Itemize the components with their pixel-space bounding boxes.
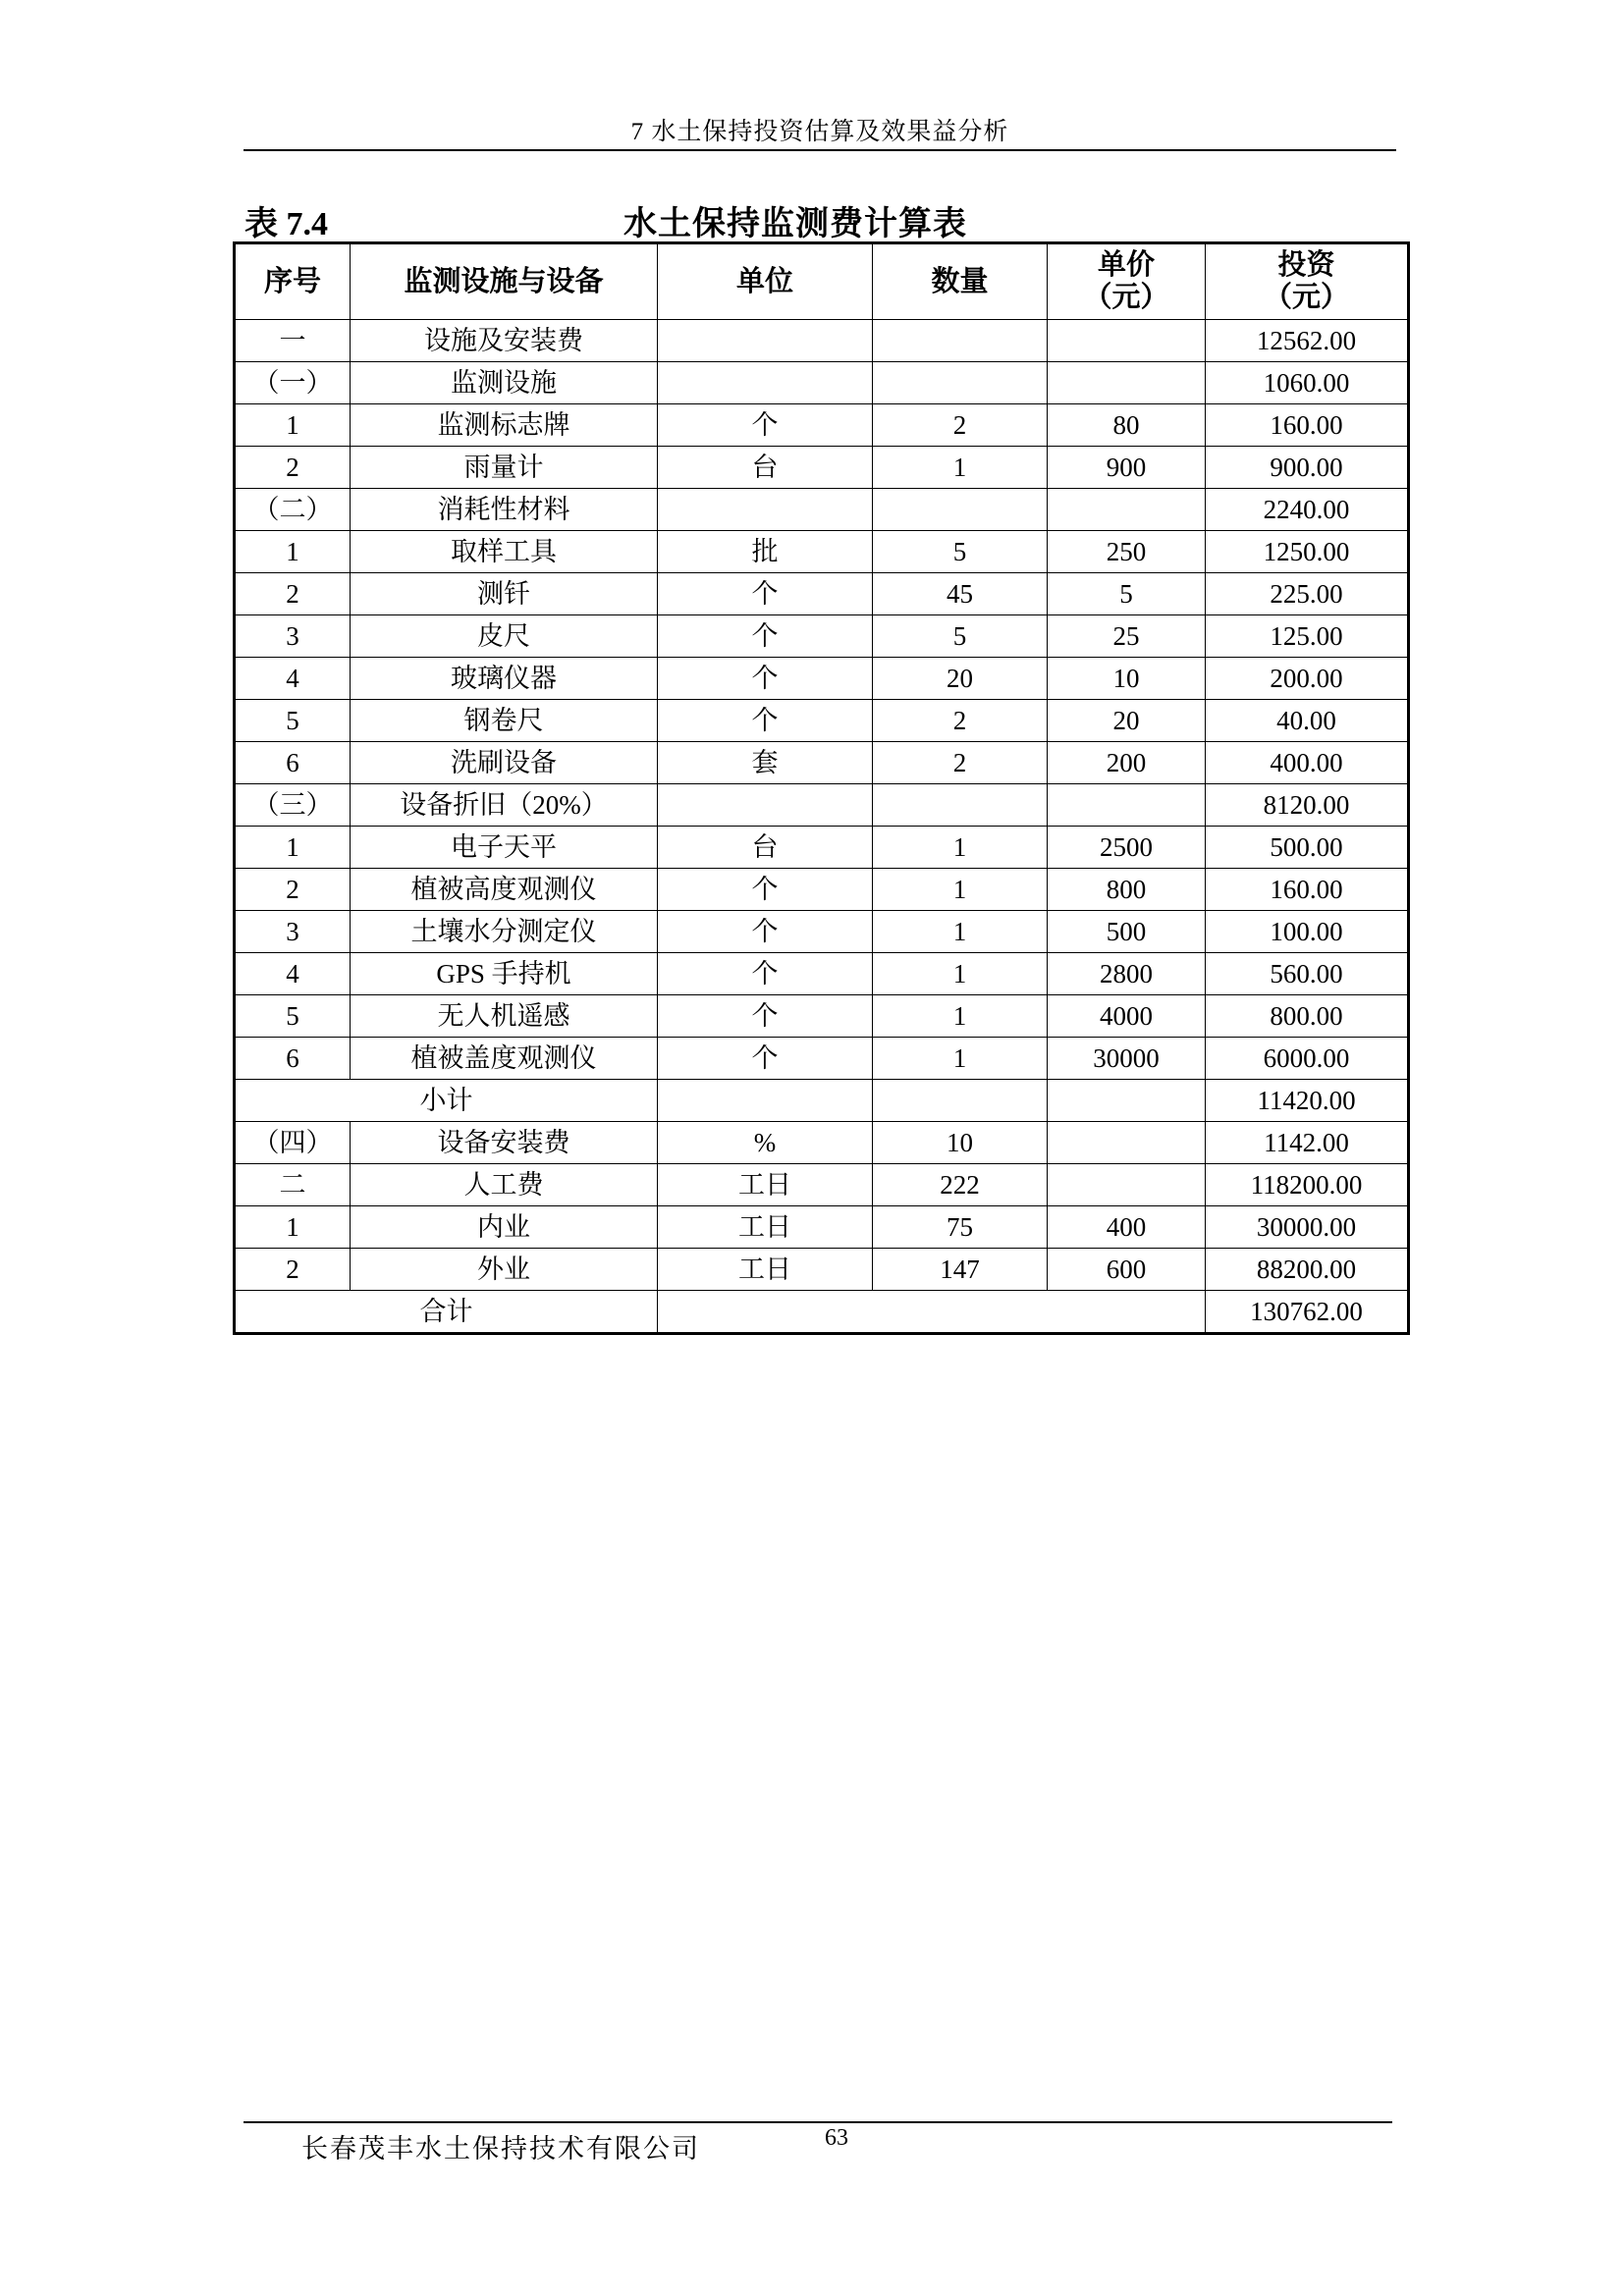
cell-unit: 台: [658, 827, 873, 869]
cell-no: （一）: [235, 362, 351, 404]
table-row: [235, 869, 1409, 911]
table-caption-label: 表 7.4: [244, 206, 328, 242]
cell-unit: %: [658, 1122, 873, 1164]
cell-price: 30000: [1048, 1038, 1206, 1080]
cell-qty: 20: [873, 658, 1048, 700]
table-row: [235, 489, 1409, 531]
cell-unit: [658, 784, 873, 827]
col-header-unit: 单位: [658, 243, 873, 320]
cell-item: 设施及安装费: [351, 320, 658, 362]
cell-invest: 12562.00: [1206, 320, 1409, 362]
cell-unit: [658, 362, 873, 404]
cell-item: 植被高度观测仪: [351, 869, 658, 911]
cell-invest: 125.00: [1206, 615, 1409, 658]
cell-item: 植被盖度观测仪: [351, 1038, 658, 1080]
cell-item: 雨量计: [351, 447, 658, 489]
table-row: [235, 1164, 1409, 1206]
cell-item: 设备折旧（20%）: [351, 784, 658, 827]
cell-invest: 1250.00: [1206, 531, 1409, 573]
cell-item: 玻璃仪器: [351, 658, 658, 700]
cell-item: 外业: [351, 1249, 658, 1291]
cell-no: （四）: [235, 1122, 351, 1164]
table-row: [235, 827, 1409, 869]
cell-no: 1: [235, 404, 351, 447]
table-row: [235, 700, 1409, 742]
col-header-no: 序号: [235, 243, 351, 320]
cell-item: 监测设施: [351, 362, 658, 404]
cell-unit: [658, 320, 873, 362]
cell-qty: 147: [873, 1249, 1048, 1291]
cell-no: 6: [235, 742, 351, 784]
cell-no: 2: [235, 1249, 351, 1291]
cell-no: 1: [235, 531, 351, 573]
cell-unit: 个: [658, 995, 873, 1038]
cell-item: 人工费: [351, 1164, 658, 1206]
cell-unit: 个: [658, 573, 873, 615]
cell-no: （二）: [235, 489, 351, 531]
cell-unit: 个: [658, 700, 873, 742]
cell-unit: 个: [658, 869, 873, 911]
cell-no: 5: [235, 700, 351, 742]
table-row: [235, 784, 1409, 827]
cell-no: 2: [235, 573, 351, 615]
cell-item: 监测标志牌: [351, 404, 658, 447]
cell-qty: 5: [873, 615, 1048, 658]
cell-qty: [873, 362, 1048, 404]
cell-qty: 5: [873, 531, 1048, 573]
cell-unit: 工日: [658, 1206, 873, 1249]
cell-qty: 1: [873, 1038, 1048, 1080]
page-header-chapter: 7 水土保持投资估算及效果益分析: [630, 119, 1009, 145]
cell-item: 取样工具: [351, 531, 658, 573]
cell-price: 2500: [1048, 827, 1206, 869]
cell-qty: 1: [873, 995, 1048, 1038]
footer-company: 长春茂丰水土保持技术有限公司: [301, 2134, 700, 2163]
cell-item: 测钎: [351, 573, 658, 615]
cell-invest: 8120.00: [1206, 784, 1409, 827]
cell-qty: 1: [873, 911, 1048, 953]
table-row: [235, 995, 1409, 1038]
col-header-qty: 数量: [873, 243, 1048, 320]
cell-price: 800: [1048, 869, 1206, 911]
cell-qty: 1: [873, 827, 1048, 869]
subtotal-label: 小计: [235, 1080, 658, 1122]
cell-invest: 100.00: [1206, 911, 1409, 953]
cell-invest: 160.00: [1206, 404, 1409, 447]
cell-invest: 1060.00: [1206, 362, 1409, 404]
cell-qty: 2: [873, 700, 1048, 742]
cell-no: 1: [235, 1206, 351, 1249]
cell-qty: 10: [873, 1122, 1048, 1164]
cell-item: 内业: [351, 1206, 658, 1249]
table-row: [235, 658, 1409, 700]
cell-price: [1048, 489, 1206, 531]
cell-qty: 2: [873, 404, 1048, 447]
cell-qty: [873, 489, 1048, 531]
cell-qty: 222: [873, 1164, 1048, 1206]
cell-invest: 560.00: [1206, 953, 1409, 995]
cell-price: 80: [1048, 404, 1206, 447]
cell-price: 10: [1048, 658, 1206, 700]
cell-price: [1048, 784, 1206, 827]
col-header-invest-line2: （元）: [1263, 282, 1349, 313]
cell-price: [1048, 320, 1206, 362]
cell-invest: 200.00: [1206, 658, 1409, 700]
cell-unit: 个: [658, 615, 873, 658]
cell-item: 消耗性材料: [351, 489, 658, 531]
cell-price: 600: [1048, 1249, 1206, 1291]
table-row: [235, 447, 1409, 489]
cell-price: 250: [1048, 531, 1206, 573]
cell-invest: 400.00: [1206, 742, 1409, 784]
cell-unit: 工日: [658, 1164, 873, 1206]
cell-invest: 500.00: [1206, 827, 1409, 869]
cell-invest: 88200.00: [1206, 1249, 1409, 1291]
cell-unit: 台: [658, 447, 873, 489]
cell-unit: 个: [658, 953, 873, 995]
cell-invest: 2240.00: [1206, 489, 1409, 531]
subtotal-price: [1048, 1080, 1206, 1122]
total-invest: 130762.00: [1206, 1291, 1409, 1334]
cell-invest: 900.00: [1206, 447, 1409, 489]
cell-item: 电子天平: [351, 827, 658, 869]
cell-invest: 800.00: [1206, 995, 1409, 1038]
cell-unit: 个: [658, 404, 873, 447]
cell-price: 500: [1048, 911, 1206, 953]
subtotal-invest: 11420.00: [1206, 1080, 1409, 1122]
cell-price: [1048, 362, 1206, 404]
cell-item: GPS 手持机: [351, 953, 658, 995]
cell-no: 4: [235, 953, 351, 995]
header-rule: [244, 149, 1396, 151]
cell-qty: 1: [873, 869, 1048, 911]
monitoring-fee-table: [233, 241, 1410, 1335]
cell-item: 洗刷设备: [351, 742, 658, 784]
cell-price: 400: [1048, 1206, 1206, 1249]
table-row: [235, 1038, 1409, 1080]
subtotal-row: [235, 1080, 1409, 1122]
table-row: [235, 320, 1409, 362]
cell-invest: 160.00: [1206, 869, 1409, 911]
table-caption-title: 水土保持监测费计算表: [623, 206, 967, 242]
cell-no: 1: [235, 827, 351, 869]
table-row: [235, 742, 1409, 784]
table-row: [235, 1206, 1409, 1249]
cell-no: 5: [235, 995, 351, 1038]
cell-no: 3: [235, 615, 351, 658]
cell-price: 5: [1048, 573, 1206, 615]
table-row: [235, 404, 1409, 447]
cell-price: 4000: [1048, 995, 1206, 1038]
cell-unit: 个: [658, 1038, 873, 1080]
cell-unit: 套: [658, 742, 873, 784]
table-row: [235, 573, 1409, 615]
table-row: [235, 615, 1409, 658]
cell-price: [1048, 1122, 1206, 1164]
cell-qty: 1: [873, 953, 1048, 995]
cell-qty: 45: [873, 573, 1048, 615]
cell-no: 一: [235, 320, 351, 362]
subtotal-qty: [873, 1080, 1048, 1122]
cell-unit: 个: [658, 658, 873, 700]
cell-invest: 225.00: [1206, 573, 1409, 615]
col-header-price: [1048, 243, 1206, 320]
cell-price: 200: [1048, 742, 1206, 784]
cell-price: 2800: [1048, 953, 1206, 995]
cell-no: 二: [235, 1164, 351, 1206]
total-label: 合计: [235, 1291, 658, 1334]
cell-price: 900: [1048, 447, 1206, 489]
cell-invest: 1142.00: [1206, 1122, 1409, 1164]
cell-price: 20: [1048, 700, 1206, 742]
cell-item: 无人机遥感: [351, 995, 658, 1038]
cell-invest: 40.00: [1206, 700, 1409, 742]
page-number: 63: [825, 2125, 848, 2151]
cell-no: 6: [235, 1038, 351, 1080]
table-row: [235, 1249, 1409, 1291]
col-header-price-line2: （元）: [1083, 282, 1169, 313]
cell-unit: 个: [658, 911, 873, 953]
cell-no: 3: [235, 911, 351, 953]
col-header-item: 监测设施与设备: [351, 243, 658, 320]
table-row: [235, 911, 1409, 953]
cell-invest: 30000.00: [1206, 1206, 1409, 1249]
cell-item: 设备安装费: [351, 1122, 658, 1164]
cell-qty: [873, 784, 1048, 827]
cell-price: 25: [1048, 615, 1206, 658]
cell-item: 皮尺: [351, 615, 658, 658]
table-row: [235, 531, 1409, 573]
cell-qty: 2: [873, 742, 1048, 784]
cell-unit: [658, 489, 873, 531]
cell-qty: 1: [873, 447, 1048, 489]
table-header-row: [235, 243, 1409, 320]
subtotal-unit: [658, 1080, 873, 1122]
table-row: [235, 953, 1409, 995]
cell-item: 钢卷尺: [351, 700, 658, 742]
table-row: [235, 362, 1409, 404]
cell-unit: 工日: [658, 1249, 873, 1291]
col-header-invest-line1: 投资: [1277, 249, 1335, 281]
total-blank: [658, 1291, 1206, 1334]
col-header-invest: [1206, 243, 1409, 320]
table-row: [235, 1122, 1409, 1164]
cell-no: （三）: [235, 784, 351, 827]
cell-no: 2: [235, 447, 351, 489]
footer-rule: [244, 2121, 1392, 2123]
total-row: [235, 1291, 1409, 1334]
cell-item: 土壤水分测定仪: [351, 911, 658, 953]
cell-qty: 75: [873, 1206, 1048, 1249]
cell-no: 4: [235, 658, 351, 700]
cell-qty: [873, 320, 1048, 362]
cell-invest: 6000.00: [1206, 1038, 1409, 1080]
col-header-price-line1: 单价: [1097, 249, 1155, 281]
cell-no: 2: [235, 869, 351, 911]
cell-unit: 批: [658, 531, 873, 573]
cell-price: [1048, 1164, 1206, 1206]
cell-invest: 118200.00: [1206, 1164, 1409, 1206]
